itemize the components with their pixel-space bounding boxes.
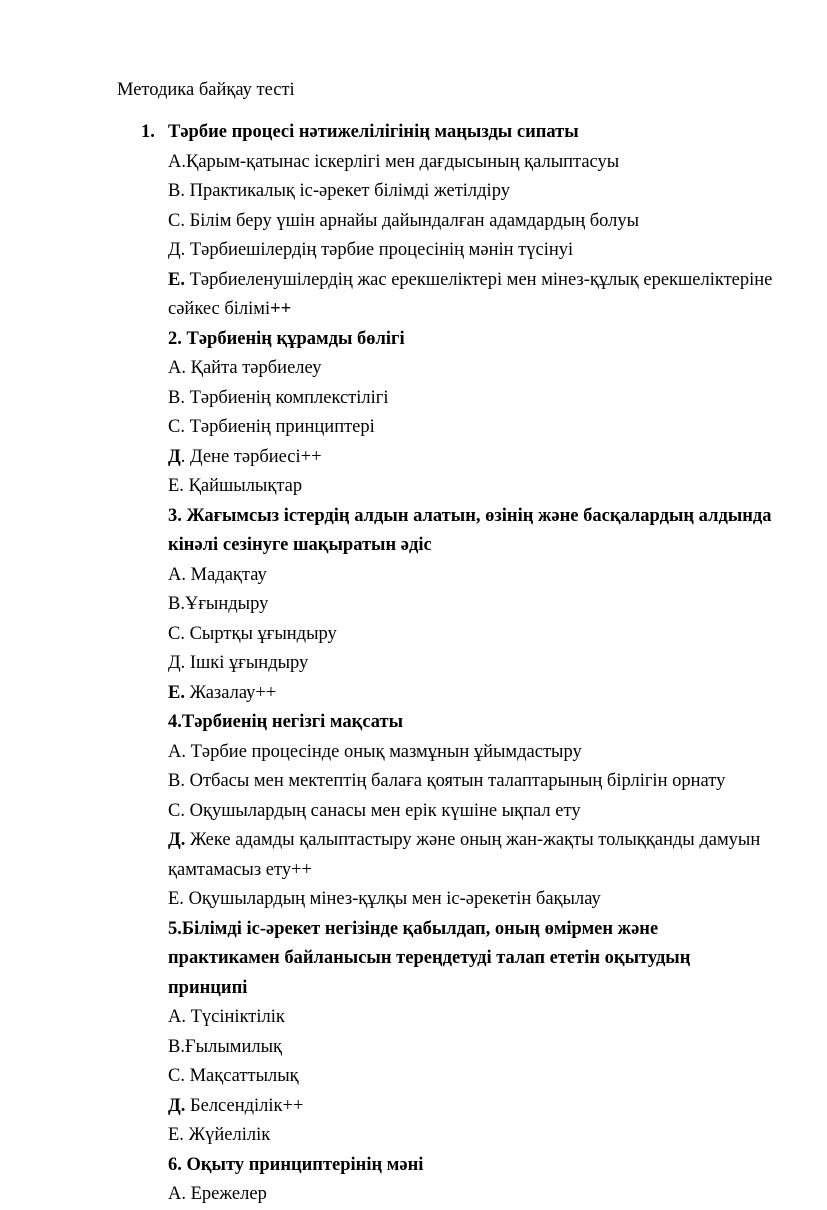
answer-options bbox=[168, 148, 773, 325]
answer-option[interactable] bbox=[168, 207, 773, 237]
answer-option[interactable] bbox=[168, 1033, 773, 1063]
answer-label: Д. bbox=[168, 1095, 186, 1116]
answer-option[interactable] bbox=[168, 826, 773, 885]
answer-text: Белсенділік bbox=[189, 1095, 283, 1116]
answer-option[interactable] bbox=[168, 1062, 773, 1092]
document-title: Методика байқау тесті bbox=[117, 80, 295, 100]
answer-text: Түсініктілік bbox=[190, 1007, 285, 1027]
answer-label: С. bbox=[168, 1066, 185, 1086]
answer-option[interactable] bbox=[168, 177, 773, 207]
question-list bbox=[141, 118, 773, 1210]
answer-option[interactable] bbox=[168, 797, 773, 827]
question-block bbox=[141, 915, 773, 1151]
question-heading: 6. Оқыту принциптерінің мәні bbox=[168, 1154, 424, 1175]
answer-label: С. bbox=[168, 800, 185, 821]
answer-option[interactable] bbox=[168, 354, 773, 384]
answer-label: В. bbox=[168, 387, 185, 408]
answer-text: Отбасы мен мектептің балаға қоятын талаптарының бірлігін орнату bbox=[189, 771, 726, 791]
answer-text: Ғылымилық bbox=[184, 1036, 283, 1057]
answer-text: Тәрбиенің принциптері bbox=[189, 417, 375, 437]
answer-text: Оқушылардың санасы мен ерік күшіне ықпал ету bbox=[189, 800, 581, 821]
question-block bbox=[141, 1151, 773, 1210]
answer-text: Қайта тәрбиелеу bbox=[190, 358, 322, 378]
question-heading: 2. Тәрбиенің құрамды бөлігі bbox=[168, 328, 405, 349]
answer-text: Тәрбиеленушілердің жас ерекшеліктері мен мінез-құлық ерекшеліктеріне сәйкес білімі bbox=[168, 269, 773, 319]
answer-label: А. bbox=[168, 1184, 186, 1204]
correct-answer-mark: ++ bbox=[300, 446, 322, 467]
answer-label: С. bbox=[168, 623, 185, 644]
answer-option[interactable] bbox=[168, 1180, 773, 1210]
answer-options bbox=[168, 1180, 773, 1210]
question-heading: 4.Тәрбиенің негізгі мақсаты bbox=[168, 712, 404, 732]
question-block bbox=[141, 325, 773, 502]
answer-option[interactable] bbox=[168, 649, 773, 679]
question-block bbox=[141, 708, 773, 915]
answer-text: Практикалық іс-әрекет білімді жетілдіру bbox=[189, 181, 510, 201]
answer-label: Д bbox=[168, 446, 181, 467]
answer-option[interactable] bbox=[168, 885, 773, 915]
answer-label: Е. bbox=[168, 682, 185, 703]
answer-option[interactable] bbox=[168, 1092, 773, 1122]
answer-label: Д. bbox=[168, 653, 186, 673]
answer-option[interactable] bbox=[168, 384, 773, 414]
answer-text: Сыртқы ұғындыру bbox=[189, 623, 337, 644]
question-block bbox=[141, 118, 773, 325]
answer-option[interactable] bbox=[168, 738, 773, 768]
correct-answer-mark: ++ bbox=[270, 299, 292, 319]
answer-text: Қайшылықтар bbox=[188, 476, 303, 496]
answer-label: В. bbox=[168, 594, 185, 614]
answer-label: Е. bbox=[168, 269, 185, 290]
answer-option[interactable] bbox=[168, 413, 773, 443]
answer-label: В. bbox=[168, 181, 185, 201]
answer-option[interactable] bbox=[168, 148, 773, 178]
answer-text: Жүйелілік bbox=[188, 1125, 271, 1145]
answer-option[interactable] bbox=[168, 767, 773, 797]
answer-text: Жеке адамды қалыптастыру және оның жан-жақты толыққанды дамуын қамтамасыз ету bbox=[168, 830, 761, 880]
correct-answer-mark: ++ bbox=[255, 682, 277, 703]
answer-option[interactable] bbox=[168, 443, 773, 473]
answer-text: Жазалау bbox=[189, 682, 256, 703]
answer-option[interactable] bbox=[168, 620, 773, 650]
answer-option[interactable] bbox=[168, 561, 773, 591]
answer-label: В. bbox=[168, 1036, 185, 1057]
question-number: 1. bbox=[141, 122, 155, 142]
answer-label: Д. bbox=[168, 830, 186, 850]
question-heading: Тәрбие процесі нәтижелілігінің маңызды сипаты bbox=[168, 122, 579, 142]
question-block bbox=[141, 502, 773, 709]
answer-option[interactable] bbox=[168, 472, 773, 502]
answer-text: Мақсаттылық bbox=[189, 1066, 299, 1086]
answer-text: Қарым-қатынас іскерлігі мен дағдысының қалыптасуы bbox=[186, 151, 620, 172]
answer-label: А. bbox=[168, 1007, 186, 1027]
answer-label: Д. bbox=[168, 240, 186, 260]
answer-options bbox=[168, 354, 773, 502]
answer-option[interactable] bbox=[168, 590, 773, 620]
answer-text: Ішкі ұғындыру bbox=[189, 653, 309, 673]
answer-text: Оқушылардың мінез-құлқы мен іс-әрекетін бақылау bbox=[188, 889, 601, 909]
answer-label: Е. bbox=[168, 476, 184, 496]
answer-text: Білім беру үшін арнайы дайындалған адамдардың болуы bbox=[189, 210, 640, 231]
answer-label: Е. bbox=[168, 1125, 184, 1145]
correct-answer-mark: ++ bbox=[291, 859, 312, 880]
answer-options bbox=[168, 1003, 773, 1151]
answer-label: А. bbox=[168, 741, 186, 762]
answer-text: Тәрбие процесінде онық мазмұнын ұйымдастыру bbox=[190, 741, 582, 762]
answer-label: С. bbox=[168, 210, 185, 231]
answer-option[interactable] bbox=[168, 679, 773, 709]
answer-label: С. bbox=[168, 417, 185, 437]
answer-label: В. bbox=[168, 771, 185, 791]
answer-options bbox=[168, 738, 773, 915]
answer-text: Мадақтау bbox=[190, 564, 267, 585]
answer-option[interactable] bbox=[168, 1121, 773, 1151]
answer-label: А. bbox=[168, 564, 186, 585]
answer-label: А. bbox=[168, 358, 186, 378]
question-heading: 3. Жағымсыз істердің алдын алатын, өзінің және басқалардың алдында кінәлі сезінуге шақыратын әдіс bbox=[168, 505, 772, 555]
test-questions-container bbox=[141, 118, 773, 1210]
answer-option[interactable] bbox=[168, 1003, 773, 1033]
answer-text: Тәрбиешілердің тәрбие процесінің мәнін түсінуі bbox=[189, 240, 574, 260]
answer-options bbox=[168, 561, 773, 709]
answer-text: . Дене тәрбиесі bbox=[180, 446, 301, 467]
answer-label: А. bbox=[168, 151, 186, 172]
answer-label: Е. bbox=[168, 889, 184, 909]
question-heading: 5.Білімді іс-әрекет негізінде қабылдап, оның өмірмен және практикамен байланысын тереңдетуді талап ететін оқытудың принципі bbox=[168, 918, 691, 998]
correct-answer-mark: ++ bbox=[282, 1095, 304, 1116]
answer-text: Тәрбиенің комплекстілігі bbox=[189, 387, 389, 408]
answer-text: Ұғындыру bbox=[184, 594, 269, 614]
answer-option[interactable] bbox=[168, 266, 773, 325]
answer-option[interactable] bbox=[168, 236, 773, 266]
answer-text: Ережелер bbox=[190, 1184, 267, 1204]
